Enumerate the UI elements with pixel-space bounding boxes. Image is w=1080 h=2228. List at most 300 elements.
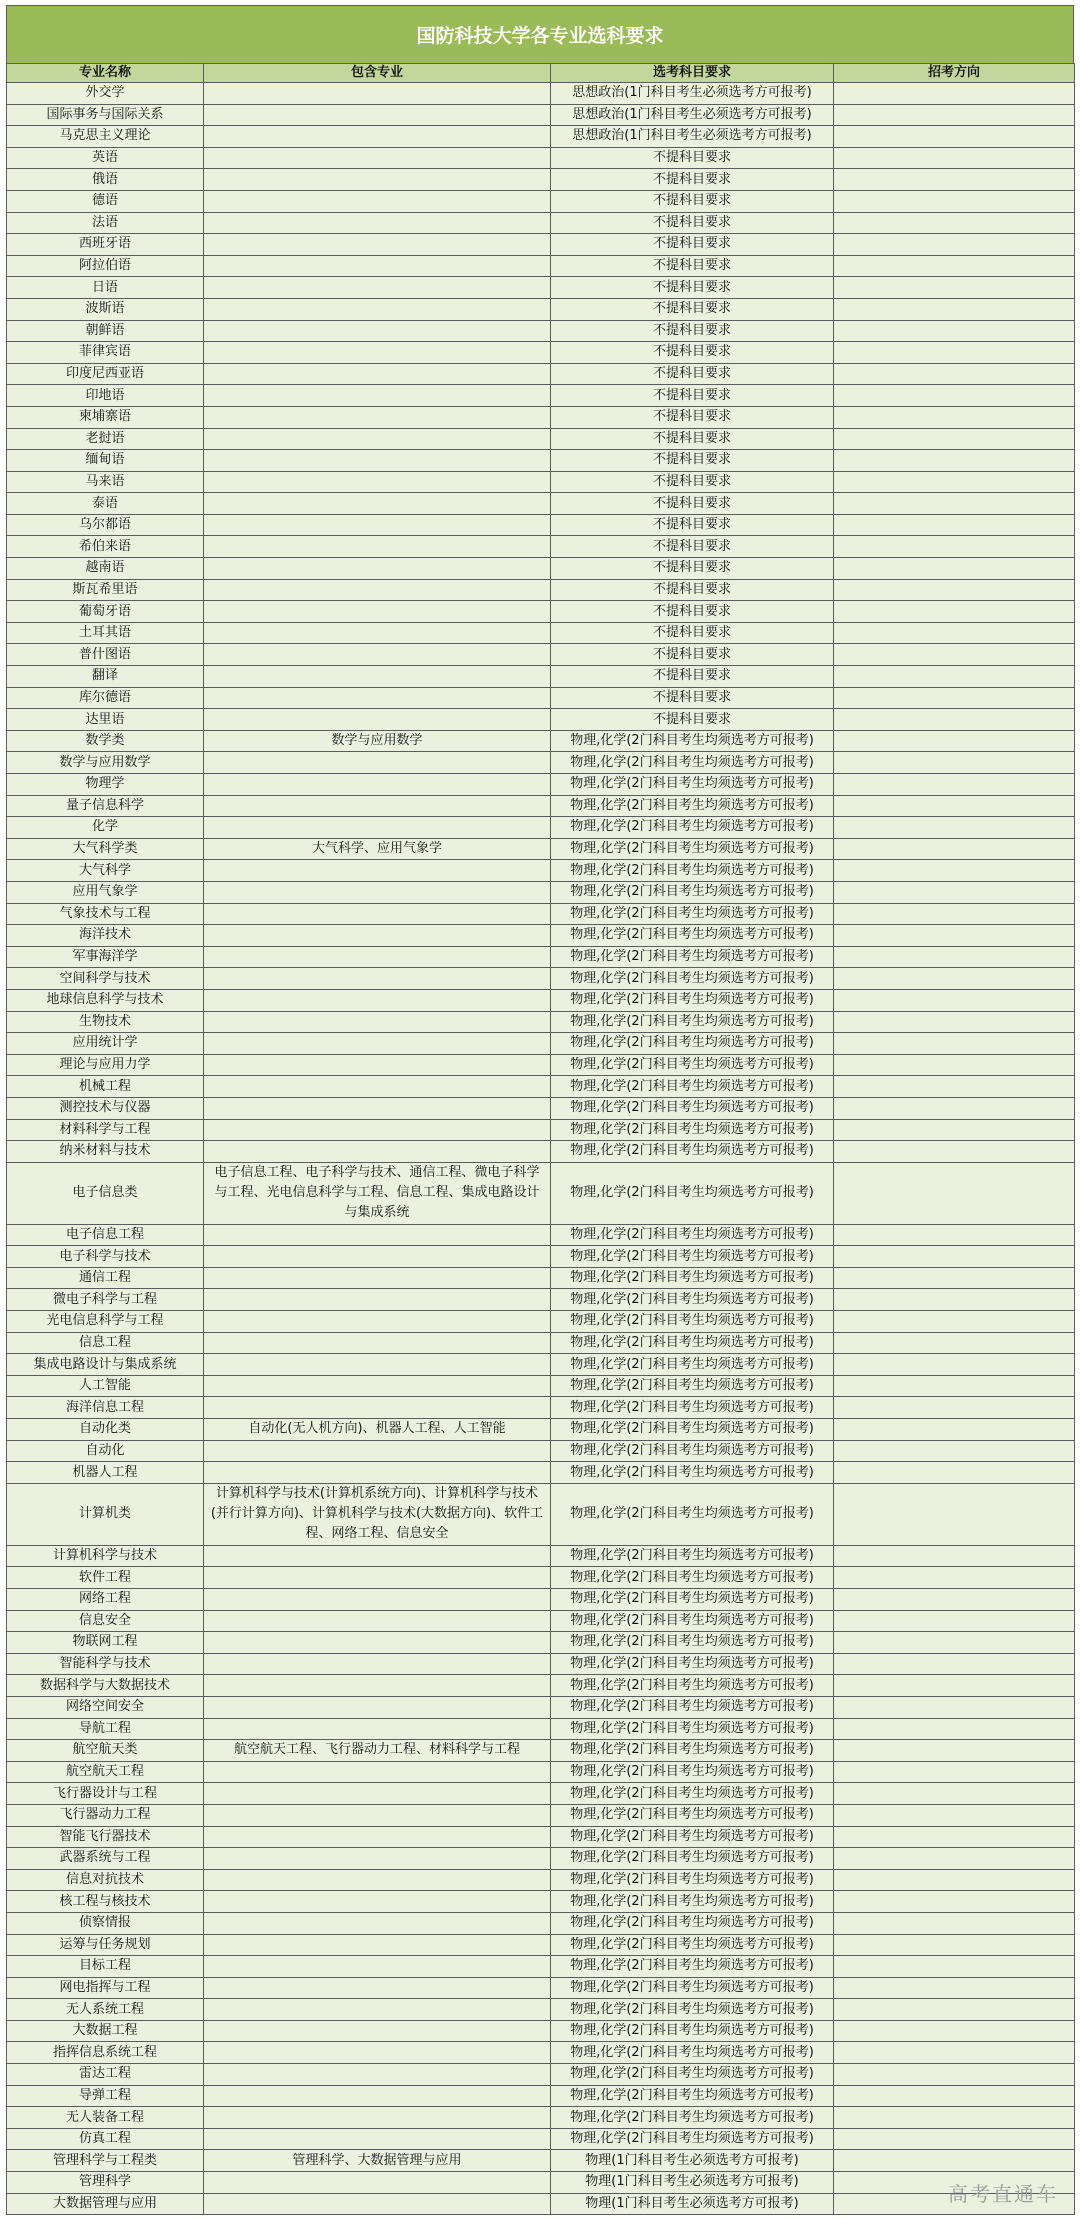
cell-major-name: 电子信息类 [7, 1162, 204, 1224]
table-row [7, 2128, 1075, 2150]
cell-major-name: 物联网工程 [7, 1632, 204, 1654]
cell-admission-direction [834, 968, 1075, 990]
cell-subject-requirements: 物理,化学(2门科目考生均须选考方可报考) [551, 1119, 834, 1141]
table-row [7, 536, 1075, 558]
table-row [7, 1761, 1075, 1783]
cell-included-majors [204, 320, 551, 342]
cell-subject-requirements: 不提科目要求 [551, 558, 834, 580]
cell-included-majors [204, 558, 551, 580]
cell-admission-direction [834, 558, 1075, 580]
cell-major-name: 军事海洋学 [7, 946, 204, 968]
header-major-name: 专业名称 [7, 64, 204, 83]
cell-included-majors [204, 1440, 551, 1462]
cell-included-majors [204, 1891, 551, 1913]
cell-included-majors [204, 622, 551, 644]
cell-major-name: 达里语 [7, 709, 204, 731]
cell-major-name: 菲律宾语 [7, 342, 204, 364]
cell-admission-direction [834, 1311, 1075, 1333]
cell-admission-direction [834, 752, 1075, 774]
cell-subject-requirements: 物理,化学(2门科目考生均须选考方可报考) [551, 1267, 834, 1289]
cell-major-name: 印地语 [7, 385, 204, 407]
cell-admission-direction [834, 514, 1075, 536]
cell-admission-direction [834, 1653, 1075, 1675]
cell-subject-requirements: 不提科目要求 [551, 493, 834, 515]
cell-subject-requirements: 物理,化学(2门科目考生均须选考方可报考) [551, 2107, 834, 2129]
table-row [7, 946, 1075, 968]
table-row [7, 709, 1075, 731]
cell-subject-requirements: 物理,化学(2门科目考生均须选考方可报考) [551, 1783, 834, 1805]
cell-subject-requirements: 物理(1门科目考生必须选考方可报考) [551, 2193, 834, 2215]
cell-subject-requirements: 不提科目要求 [551, 406, 834, 428]
cell-included-majors [204, 1033, 551, 1055]
cell-included-majors [204, 2042, 551, 2064]
cell-admission-direction [834, 1397, 1075, 1419]
table-row [7, 1848, 1075, 1870]
cell-subject-requirements: 物理,化学(2门科目考生均须选考方可报考) [551, 1419, 834, 1441]
cell-subject-requirements: 物理,化学(2门科目考生均须选考方可报考) [551, 774, 834, 796]
cell-major-name: 乌尔都语 [7, 514, 204, 536]
cell-admission-direction [834, 601, 1075, 623]
cell-admission-direction [834, 1999, 1075, 2021]
cell-subject-requirements: 物理,化学(2门科目考生均须选考方可报考) [551, 903, 834, 925]
cell-admission-direction [834, 1076, 1075, 1098]
cell-subject-requirements: 不提科目要求 [551, 709, 834, 731]
cell-major-name: 网电指挥与工程 [7, 1977, 204, 1999]
cell-included-majors [204, 1054, 551, 1076]
table-row [7, 126, 1075, 148]
cell-subject-requirements: 物理,化学(2门科目考生均须选考方可报考) [551, 1610, 834, 1632]
cell-included-majors [204, 666, 551, 688]
table-row [7, 730, 1075, 752]
cell-subject-requirements: 物理,化学(2门科目考生均须选考方可报考) [551, 1397, 834, 1419]
cell-included-majors [204, 795, 551, 817]
cell-included-majors [204, 644, 551, 666]
cell-major-name: 泰语 [7, 493, 204, 515]
cell-major-name: 电子科学与技术 [7, 1246, 204, 1268]
cell-included-majors [204, 1311, 551, 1333]
cell-included-majors [204, 1462, 551, 1484]
cell-major-name: 朝鲜语 [7, 320, 204, 342]
cell-subject-requirements: 物理,化学(2门科目考生均须选考方可报考) [551, 795, 834, 817]
cell-included-majors [204, 1804, 551, 1826]
cell-included-majors [204, 968, 551, 990]
cell-included-majors [204, 1332, 551, 1354]
table-row [7, 2193, 1075, 2215]
cell-subject-requirements: 物理,化学(2门科目考生均须选考方可报考) [551, 989, 834, 1011]
cell-admission-direction [834, 1141, 1075, 1163]
header-row [7, 64, 1075, 83]
cell-included-majors [204, 601, 551, 623]
cell-admission-direction [834, 644, 1075, 666]
table-row [7, 558, 1075, 580]
cell-admission-direction [834, 1912, 1075, 1934]
cell-major-name: 智能飞行器技术 [7, 1826, 204, 1848]
cell-included-majors [204, 1375, 551, 1397]
cell-included-majors [204, 860, 551, 882]
cell-major-name: 机器人工程 [7, 1462, 204, 1484]
table-row [7, 1311, 1075, 1333]
cell-included-majors [204, 1097, 551, 1119]
cell-major-name: 柬埔寨语 [7, 406, 204, 428]
table-row [7, 752, 1075, 774]
cell-admission-direction [834, 989, 1075, 1011]
cell-major-name: 空间科学与技术 [7, 968, 204, 990]
cell-included-majors [204, 126, 551, 148]
table-row [7, 1696, 1075, 1718]
cell-major-name: 海洋技术 [7, 925, 204, 947]
cell-subject-requirements: 不提科目要求 [551, 666, 834, 688]
cell-included-majors [204, 1783, 551, 1805]
cell-major-name: 马来语 [7, 471, 204, 493]
cell-subject-requirements: 物理,化学(2门科目考生均须选考方可报考) [551, 1653, 834, 1675]
table-body [7, 83, 1075, 2215]
cell-included-majors [204, 1589, 551, 1611]
table-row [7, 2107, 1075, 2129]
cell-major-name: 生物技术 [7, 1011, 204, 1033]
cell-major-name: 数学与应用数学 [7, 752, 204, 774]
table-row [7, 1054, 1075, 1076]
cell-major-name: 飞行器动力工程 [7, 1804, 204, 1826]
cell-subject-requirements: 不提科目要求 [551, 234, 834, 256]
table-row [7, 1610, 1075, 1632]
cell-subject-requirements: 物理,化学(2门科目考生均须选考方可报考) [551, 860, 834, 882]
table-row [7, 838, 1075, 860]
table-row [7, 320, 1075, 342]
cell-major-name: 马克思主义理论 [7, 126, 204, 148]
cell-major-name: 英语 [7, 147, 204, 169]
cell-major-name: 大气科学类 [7, 838, 204, 860]
cell-subject-requirements: 不提科目要求 [551, 363, 834, 385]
cell-major-name: 量子信息科学 [7, 795, 204, 817]
table-row [7, 255, 1075, 277]
cell-admission-direction [834, 320, 1075, 342]
cell-admission-direction [834, 579, 1075, 601]
cell-included-majors [204, 2020, 551, 2042]
table-row [7, 968, 1075, 990]
table-row [7, 493, 1075, 515]
cell-major-name: 外交学 [7, 83, 204, 105]
header-admission-direction: 招考方向 [834, 64, 1075, 83]
table-row [7, 1826, 1075, 1848]
cell-subject-requirements: 物理,化学(2门科目考生均须选考方可报考) [551, 1956, 834, 1978]
cell-major-name: 目标工程 [7, 1956, 204, 1978]
cell-admission-direction [834, 622, 1075, 644]
cell-admission-direction [834, 2042, 1075, 2064]
cell-included-majors [204, 1956, 551, 1978]
table-row [7, 1076, 1075, 1098]
cell-admission-direction [834, 212, 1075, 234]
cell-included-majors [204, 1610, 551, 1632]
table-row [7, 1891, 1075, 1913]
cell-included-majors [204, 450, 551, 472]
table-row [7, 1397, 1075, 1419]
cell-admission-direction [834, 1632, 1075, 1654]
cell-admission-direction [834, 946, 1075, 968]
cell-subject-requirements: 物理,化学(2门科目考生均须选考方可报考) [551, 838, 834, 860]
cell-included-majors [204, 989, 551, 1011]
cell-admission-direction [834, 2085, 1075, 2107]
cell-major-name: 管理科学 [7, 2172, 204, 2194]
cell-subject-requirements: 物理,化学(2门科目考生均须选考方可报考) [551, 1718, 834, 1740]
cell-admission-direction [834, 1462, 1075, 1484]
cell-admission-direction [834, 795, 1075, 817]
table-row [7, 1632, 1075, 1654]
cell-subject-requirements: 不提科目要求 [551, 687, 834, 709]
cell-admission-direction [834, 1804, 1075, 1826]
cell-admission-direction [834, 363, 1075, 385]
cell-subject-requirements: 思想政治(1门科目考生必须选考方可报考) [551, 126, 834, 148]
cell-major-name: 斯瓦希里语 [7, 579, 204, 601]
table-row [7, 925, 1075, 947]
cell-admission-direction [834, 234, 1075, 256]
cell-subject-requirements: 不提科目要求 [551, 428, 834, 450]
cell-subject-requirements: 不提科目要求 [551, 212, 834, 234]
table-title: 国防科技大学各专业选科要求 [6, 5, 1074, 63]
cell-admission-direction [834, 730, 1075, 752]
cell-admission-direction [834, 1934, 1075, 1956]
cell-subject-requirements: 思想政治(1门科目考生必须选考方可报考) [551, 104, 834, 126]
cell-included-majors [204, 1934, 551, 1956]
cell-major-name: 人工智能 [7, 1375, 204, 1397]
cell-admission-direction [834, 666, 1075, 688]
cell-subject-requirements: 物理,化学(2门科目考生均须选考方可报考) [551, 2128, 834, 2150]
cell-major-name: 葡萄牙语 [7, 601, 204, 623]
cell-included-majors [204, 1869, 551, 1891]
cell-admission-direction [834, 687, 1075, 709]
cell-major-name: 计算机类 [7, 1483, 204, 1545]
table-row [7, 622, 1075, 644]
cell-subject-requirements: 思想政治(1门科目考生必须选考方可报考) [551, 83, 834, 105]
cell-admission-direction [834, 104, 1075, 126]
cell-included-majors [204, 2128, 551, 2150]
cell-included-majors [204, 147, 551, 169]
cell-included-majors [204, 1826, 551, 1848]
cell-major-name: 海洋信息工程 [7, 1397, 204, 1419]
cell-admission-direction [834, 1761, 1075, 1783]
cell-major-name: 信息安全 [7, 1610, 204, 1632]
cell-major-name: 武器系统与工程 [7, 1848, 204, 1870]
cell-included-majors [204, 2193, 551, 2215]
cell-subject-requirements: 物理,化学(2门科目考生均须选考方可报考) [551, 1246, 834, 1268]
cell-included-majors [204, 104, 551, 126]
cell-subject-requirements: 物理,化学(2门科目考生均须选考方可报考) [551, 2085, 834, 2107]
cell-admission-direction [834, 1419, 1075, 1441]
cell-subject-requirements: 物理,化学(2门科目考生均须选考方可报考) [551, 1589, 834, 1611]
cell-subject-requirements: 物理,化学(2门科目考生均须选考方可报考) [551, 1462, 834, 1484]
table-row [7, 1354, 1075, 1376]
cell-subject-requirements: 不提科目要求 [551, 190, 834, 212]
cell-major-name: 气象技术与工程 [7, 903, 204, 925]
cell-included-majors [204, 255, 551, 277]
table-row [7, 881, 1075, 903]
cell-included-majors [204, 514, 551, 536]
cell-admission-direction [834, 493, 1075, 515]
cell-major-name: 西班牙语 [7, 234, 204, 256]
cell-subject-requirements: 不提科目要求 [551, 255, 834, 277]
cell-subject-requirements: 不提科目要求 [551, 298, 834, 320]
table-row [7, 1912, 1075, 1934]
table-row [7, 1999, 1075, 2021]
cell-included-majors [204, 342, 551, 364]
cell-major-name: 老挝语 [7, 428, 204, 450]
cell-subject-requirements: 物理,化学(2门科目考生均须选考方可报考) [551, 1375, 834, 1397]
cell-included-majors: 计算机科学与技术(计算机系统方向)、计算机科学与技术(并行计算方向)、计算机科学与技术(大数据方向)、软件工程、网络工程、信息安全 [204, 1483, 551, 1545]
cell-included-majors [204, 536, 551, 558]
cell-included-majors [204, 1696, 551, 1718]
cell-major-name: 电子信息工程 [7, 1224, 204, 1246]
cell-admission-direction [834, 2107, 1075, 2129]
cell-admission-direction [834, 838, 1075, 860]
cell-included-majors [204, 2107, 551, 2129]
cell-major-name: 微电子科学与工程 [7, 1289, 204, 1311]
table-row [7, 1956, 1075, 1978]
cell-major-name: 印度尼西亚语 [7, 363, 204, 385]
cell-included-majors [204, 903, 551, 925]
cell-admission-direction [834, 471, 1075, 493]
cell-included-majors [204, 774, 551, 796]
cell-major-name: 自动化类 [7, 1419, 204, 1441]
cell-major-name: 应用气象学 [7, 881, 204, 903]
cell-major-name: 地球信息科学与技术 [7, 989, 204, 1011]
cell-subject-requirements: 物理,化学(2门科目考生均须选考方可报考) [551, 1097, 834, 1119]
cell-included-majors [204, 925, 551, 947]
cell-admission-direction [834, 1483, 1075, 1545]
cell-admission-direction [834, 1224, 1075, 1246]
table-row [7, 2085, 1075, 2107]
cell-subject-requirements: 物理,化学(2门科目考生均须选考方可报考) [551, 1545, 834, 1567]
table-row [7, 169, 1075, 191]
cell-subject-requirements: 物理,化学(2门科目考生均须选考方可报考) [551, 1224, 834, 1246]
cell-subject-requirements: 物理,化学(2门科目考生均须选考方可报考) [551, 817, 834, 839]
cell-subject-requirements: 物理,化学(2门科目考生均须选考方可报考) [551, 1033, 834, 1055]
cell-admission-direction [834, 1054, 1075, 1076]
cell-major-name: 信息工程 [7, 1332, 204, 1354]
cell-admission-direction [834, 147, 1075, 169]
cell-admission-direction [834, 1869, 1075, 1891]
cell-subject-requirements: 物理,化学(2门科目考生均须选考方可报考) [551, 881, 834, 903]
cell-admission-direction [834, 1545, 1075, 1567]
cell-subject-requirements: 不提科目要求 [551, 644, 834, 666]
cell-included-majors [204, 1076, 551, 1098]
cell-included-majors [204, 298, 551, 320]
table-row [7, 795, 1075, 817]
table-row [7, 1332, 1075, 1354]
cell-major-name: 数学类 [7, 730, 204, 752]
cell-admission-direction [834, 298, 1075, 320]
table-row [7, 1567, 1075, 1589]
table-row [7, 1033, 1075, 1055]
cell-admission-direction [834, 1097, 1075, 1119]
cell-included-majors [204, 169, 551, 191]
cell-admission-direction [834, 709, 1075, 731]
table-row [7, 2042, 1075, 2064]
cell-included-majors [204, 1718, 551, 1740]
cell-major-name: 无人系统工程 [7, 1999, 204, 2021]
cell-included-majors [204, 234, 551, 256]
cell-major-name: 阿拉伯语 [7, 255, 204, 277]
table-row [7, 2150, 1075, 2172]
cell-subject-requirements: 不提科目要求 [551, 342, 834, 364]
cell-admission-direction [834, 1119, 1075, 1141]
cell-major-name: 库尔德语 [7, 687, 204, 709]
table-row [7, 989, 1075, 1011]
table-row [7, 1462, 1075, 1484]
cell-included-majors [204, 83, 551, 105]
cell-major-name: 纳米材料与技术 [7, 1141, 204, 1163]
table-row [7, 1119, 1075, 1141]
cell-major-name: 物理学 [7, 774, 204, 796]
cell-admission-direction [834, 2128, 1075, 2150]
cell-included-majors [204, 1545, 551, 1567]
cell-major-name: 国际事务与国际关系 [7, 104, 204, 126]
table-row [7, 666, 1075, 688]
cell-admission-direction [834, 1610, 1075, 1632]
cell-included-majors [204, 212, 551, 234]
cell-subject-requirements: 物理,化学(2门科目考生均须选考方可报考) [551, 925, 834, 947]
cell-subject-requirements: 不提科目要求 [551, 622, 834, 644]
cell-admission-direction [834, 1162, 1075, 1224]
cell-included-majors [204, 190, 551, 212]
cell-included-majors [204, 1761, 551, 1783]
cell-major-name: 信息对抗技术 [7, 1869, 204, 1891]
cell-major-name: 计算机科学与技术 [7, 1545, 204, 1567]
table-row [7, 1267, 1075, 1289]
table-row [7, 342, 1075, 364]
cell-subject-requirements: 不提科目要求 [551, 601, 834, 623]
cell-subject-requirements: 物理,化学(2门科目考生均须选考方可报考) [551, 1848, 834, 1870]
cell-subject-requirements: 物理,化学(2门科目考生均须选考方可报考) [551, 2064, 834, 2086]
table-row [7, 428, 1075, 450]
table-row [7, 363, 1075, 385]
cell-included-majors [204, 277, 551, 299]
table-row [7, 1097, 1075, 1119]
cell-subject-requirements: 物理,化学(2门科目考生均须选考方可报考) [551, 1912, 834, 1934]
cell-subject-requirements: 物理,化学(2门科目考生均须选考方可报考) [551, 1869, 834, 1891]
cell-included-majors [204, 471, 551, 493]
cell-major-name: 管理科学与工程类 [7, 2150, 204, 2172]
watermark: 高考直通车 [948, 2182, 1058, 2206]
cell-admission-direction [834, 1011, 1075, 1033]
cell-included-majors [204, 2172, 551, 2194]
cell-admission-direction [834, 1354, 1075, 1376]
cell-included-majors: 自动化(无人机方向)、机器人工程、人工智能 [204, 1419, 551, 1441]
cell-major-name: 大数据工程 [7, 2020, 204, 2042]
cell-subject-requirements: 物理,化学(2门科目考生均须选考方可报考) [551, 1999, 834, 2021]
cell-admission-direction [834, 860, 1075, 882]
cell-included-majors [204, 1267, 551, 1289]
cell-major-name: 网络空间安全 [7, 1696, 204, 1718]
cell-subject-requirements: 物理,化学(2门科目考生均须选考方可报考) [551, 1354, 834, 1376]
cell-subject-requirements: 物理,化学(2门科目考生均须选考方可报考) [551, 1977, 834, 1999]
cell-major-name: 运筹与任务规划 [7, 1934, 204, 1956]
cell-major-name: 软件工程 [7, 1567, 204, 1589]
cell-subject-requirements: 不提科目要求 [551, 536, 834, 558]
cell-included-majors [204, 1224, 551, 1246]
cell-admission-direction [834, 1589, 1075, 1611]
cell-major-name: 雷达工程 [7, 2064, 204, 2086]
cell-major-name: 理论与应用力学 [7, 1054, 204, 1076]
table-row [7, 579, 1075, 601]
table-row [7, 1589, 1075, 1611]
cell-admission-direction [834, 1375, 1075, 1397]
cell-major-name: 指挥信息系统工程 [7, 2042, 204, 2064]
cell-major-name: 应用统计学 [7, 1033, 204, 1055]
cell-included-majors [204, 1354, 551, 1376]
table-row [7, 1653, 1075, 1675]
cell-subject-requirements: 物理,化学(2门科目考生均须选考方可报考) [551, 1675, 834, 1697]
cell-included-majors [204, 1848, 551, 1870]
cell-admission-direction [834, 1440, 1075, 1462]
